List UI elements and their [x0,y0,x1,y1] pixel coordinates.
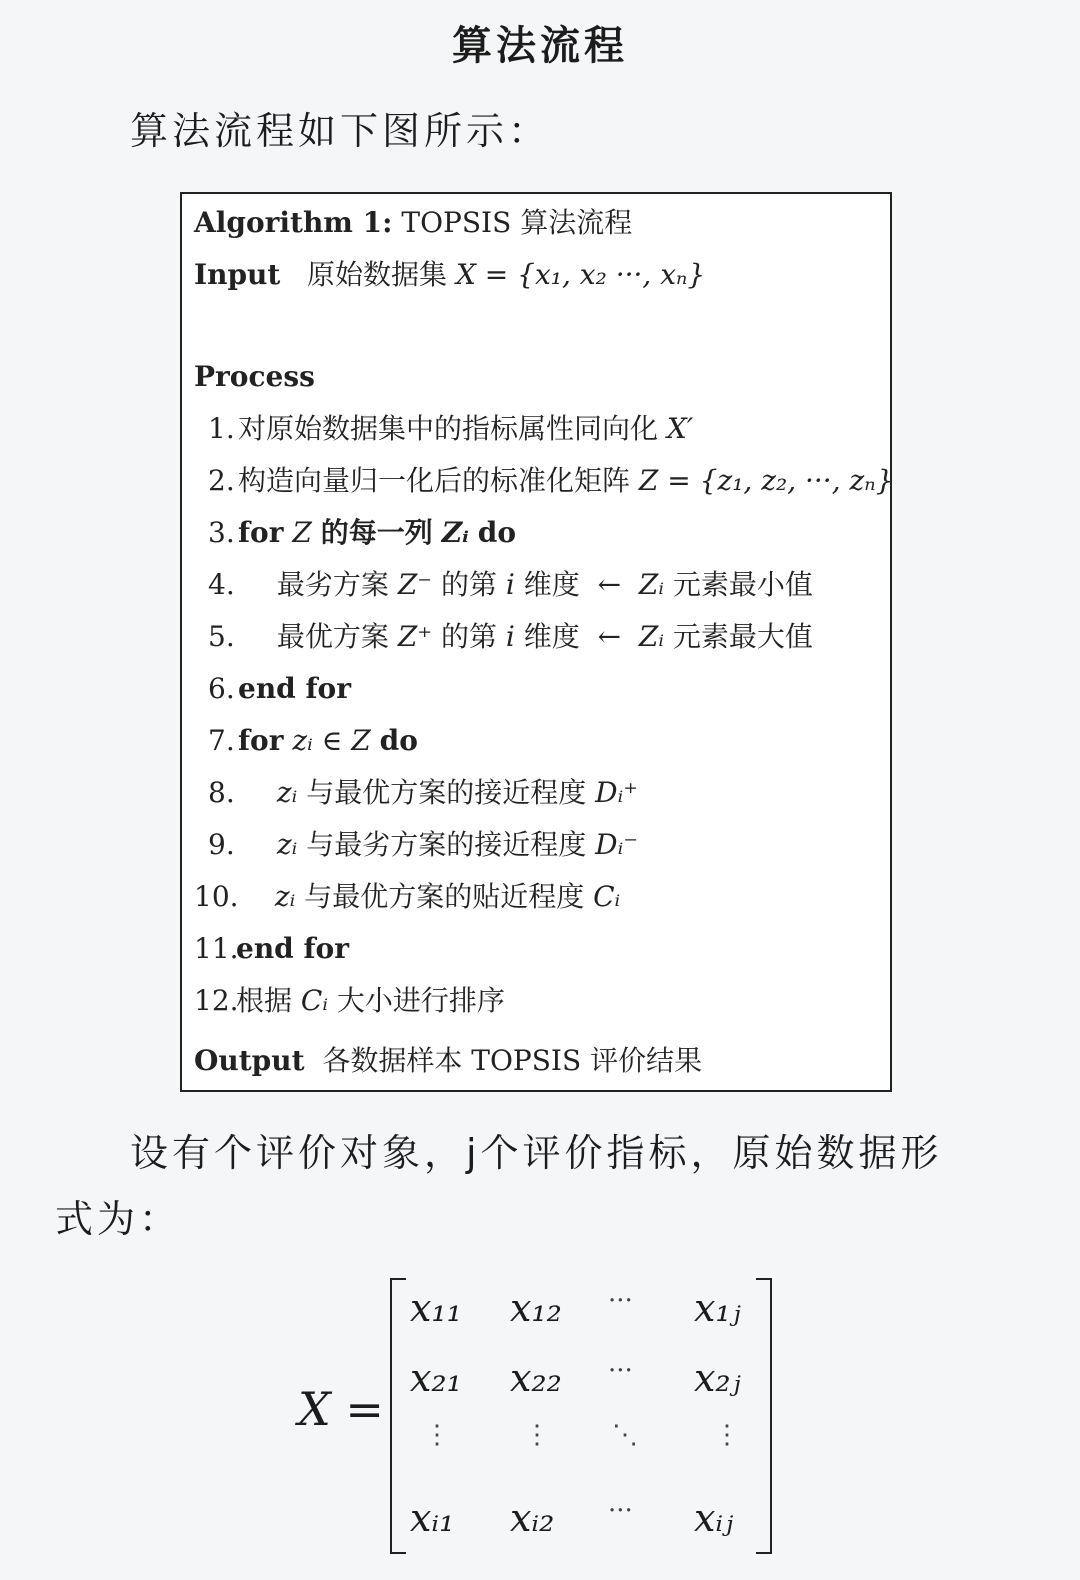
step-1 [208,412,693,446]
step-3-zi: Zᵢ [441,516,469,549]
step-4-number: 4. [208,568,235,601]
step-11 [194,932,349,966]
step-6 [208,672,351,706]
step-10-math: Cᵢ [593,880,621,913]
step-5-i: i [505,620,515,653]
matrix-vdots-3: ⋮ [714,1420,740,1450]
step-4-z: Z⁻ [397,568,433,601]
step-10-number: 10. [194,880,239,913]
step-9-math: Dᵢ⁻ [595,828,638,861]
step-11-text: end for [236,932,349,965]
step-12 [194,984,505,1018]
algorithm-box [180,192,892,1092]
step-4-i: i [505,568,515,601]
step-2-text: 构造向量归一化后的标准化矩阵 [238,464,631,497]
step-6-number: 6. [208,672,235,705]
step-12-b: 大小进行排序 [336,984,505,1017]
step-9-zi: zᵢ [276,828,298,861]
matrix-left-bracket [390,1278,406,1554]
step-3-text: 的每一列 [320,516,433,549]
para2-line2: 式为： [55,1197,182,1241]
step-4-arrow: ← [597,568,622,601]
step-5-b: 的第 [440,620,497,653]
step-8-number: 8. [208,776,235,809]
step-4-a: 最劣方案 [276,568,389,601]
matrix-cell-i-j: xᵢⱼ [694,1496,734,1540]
step-3-for: for [238,516,284,549]
step-1-text: 对原始数据集中的指标属性同向化 [238,412,659,445]
step-8-math: Dᵢ⁺ [595,776,638,809]
step-9 [208,828,638,862]
matrix-label: X = [298,1382,384,1436]
input-formula: X = {x₁, x₂ ···, xₙ} [455,258,706,291]
step-10-text: 与最优方案的贴近程度 [304,880,585,913]
step-7-math: zᵢ ∈ Z [292,724,371,757]
output-text: 各数据样本 TOPSIS 评价结果 [322,1044,703,1077]
step-1-math: X′ [666,412,694,445]
matrix-hdots-3: ··· [608,1496,633,1526]
input-text: 原始数据集 [307,258,448,291]
algorithm-output [194,1044,702,1078]
step-11-number: 11. [194,932,239,965]
matrix-cell-i-2: xᵢ₂ [510,1496,555,1540]
step-5-number: 5. [208,620,235,653]
step-4-d: 元素最小值 [672,568,813,601]
step-5-z: Z⁺ [397,620,433,653]
step-4-c: 维度 [523,568,580,601]
step-5-c: 维度 [523,620,580,653]
matrix-cell-1-1: x₁₁ [410,1286,462,1330]
input-label: Input [194,258,281,291]
step-9-text: 与最劣方案的接近程度 [306,828,587,861]
matrix-cell-1-j: x₁ⱼ [694,1286,741,1330]
algorithm-input [194,258,705,292]
step-3 [208,516,516,550]
process-label: Process [194,360,315,393]
algorithm-title [194,206,632,240]
matrix-cell-1-2: x₁₂ [510,1286,562,1330]
step-5-arrow: ← [597,620,622,653]
matrix-right-bracket [756,1278,772,1554]
step-7-number: 7. [208,724,235,757]
step-8-text: 与最优方案的接近程度 [306,776,587,809]
step-3-do: do [477,516,516,549]
step-1-number: 1. [208,412,235,445]
matrix-vdots-2: ⋮ [524,1420,550,1450]
matrix-hdots-1: ··· [608,1286,633,1316]
step-5-a: 最优方案 [276,620,389,653]
step-5-d: 元素最大值 [672,620,813,653]
step-9-number: 9. [208,828,235,861]
step-5-zi: Zᵢ [638,620,664,653]
step-12-number: 12. [194,984,239,1017]
matrix-vdots-1: ⋮ [424,1420,450,1450]
matrix-cell-2-1: x₂₁ [410,1356,462,1400]
algorithm-title-rest: TOPSIS 算法流程 [401,206,633,239]
step-4-zi: Zᵢ [638,568,664,601]
step-5 [208,620,813,654]
step-3-number: 3. [208,516,235,549]
step-12-ci: Cᵢ [300,984,328,1017]
step-8 [208,776,638,810]
page-title: 算法流程 [452,23,628,69]
step-10-zi: zᵢ [274,880,296,913]
matrix-cell-2-j: x₂ⱼ [694,1356,741,1400]
algorithm-title-bold: Algorithm 1: [194,206,393,239]
output-label: Output [194,1044,305,1077]
step-7-for: for [238,724,284,757]
step-7 [208,724,418,758]
step-4-b: 的第 [440,568,497,601]
intro-text: 算法流程如下图所示： [130,109,551,153]
step-2 [208,464,893,498]
matrix-cell-2-2: x₂₂ [510,1356,562,1400]
matrix-x [298,1270,798,1560]
step-4 [208,568,813,602]
matrix-hdots-2: ··· [608,1356,633,1386]
step-7-do: do [379,724,418,757]
matrix-ddots: ⋱ [612,1420,638,1450]
step-2-number: 2. [208,464,235,497]
matrix-cell-i-1: xᵢ₁ [410,1496,455,1540]
step-2-math: Z = {z₁, z₂, ···, zₙ} [638,464,894,497]
step-3-z: Z [292,516,312,549]
step-10 [194,880,620,914]
step-12-a: 根据 [236,984,293,1017]
step-8-zi: zᵢ [276,776,298,809]
para2-line1: 设有个评价对象，j个评价指标，原始数据形 [130,1131,943,1175]
step-6-text: end for [238,672,351,705]
